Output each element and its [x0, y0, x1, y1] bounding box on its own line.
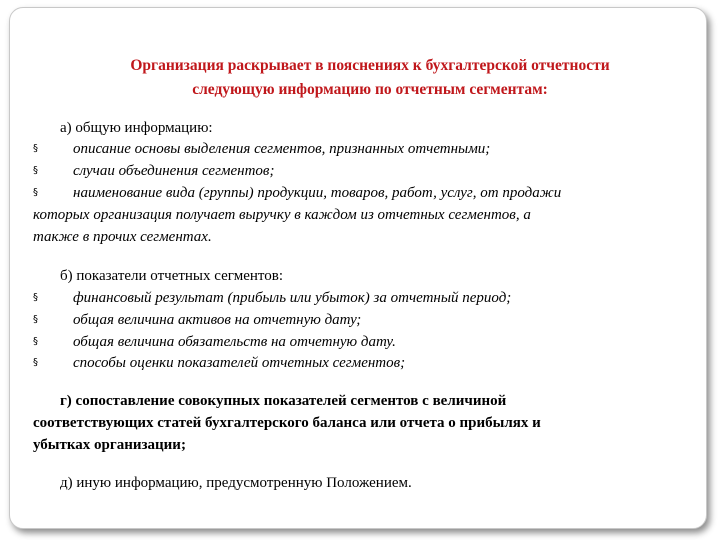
section-b-item-2: общая величина активов на отчетную дату;	[73, 312, 362, 328]
bullet-icon: §	[33, 292, 38, 303]
section-g-line-1: г) сопоставление совокупных показателей сегментов с величиной	[60, 393, 507, 409]
section-a-item-3-continuation-1: которых организация получает выручку в каждом из отчетных сегментов, а	[33, 207, 531, 223]
bullet-icon: §	[33, 336, 38, 347]
section-g-line-2: соответствующих статей бухгалтерского баланса или отчета о прибылях и	[33, 415, 541, 431]
bullet-icon: §	[33, 187, 38, 198]
section-d-text: д) иную информацию, предусмотренную Положением.	[60, 475, 412, 491]
section-b-item-3: общая величина обязательств на отчетную дату.	[73, 334, 396, 350]
section-b-heading: б) показатели отчетных сегментов:	[60, 268, 284, 284]
section-a-item-3: наименование вида (группы) продукции, товаров, работ, услуг, от продажи	[73, 185, 562, 201]
section-a-item-2: случаи объединения сегментов;	[73, 163, 275, 179]
section-a-item-3-continuation-2: также в прочих сегментах.	[33, 229, 212, 245]
bullet-icon: §	[33, 314, 38, 325]
bullet-icon: §	[33, 357, 38, 368]
slide-title	[40, 54, 700, 102]
section-g-line-3: убытках организации;	[33, 437, 186, 453]
section-a-item-1: описание основы выделения сегментов, признанных отчетными;	[73, 141, 491, 157]
bullet-icon: §	[33, 165, 38, 176]
bullet-icon: §	[33, 143, 38, 154]
section-b-item-1: финансовый результат (прибыль или убыток) за отчетный период;	[73, 290, 512, 306]
title-line-2: следующую информацию по отчетным сегментам:	[192, 81, 548, 98]
title-line-1: Организация раскрывает в пояснениях к бухгалтерской отчетности	[130, 57, 610, 74]
section-b-item-4: способы оценки показателей отчетных сегментов;	[73, 355, 406, 371]
section-a-heading: а) общую информацию:	[60, 120, 213, 136]
